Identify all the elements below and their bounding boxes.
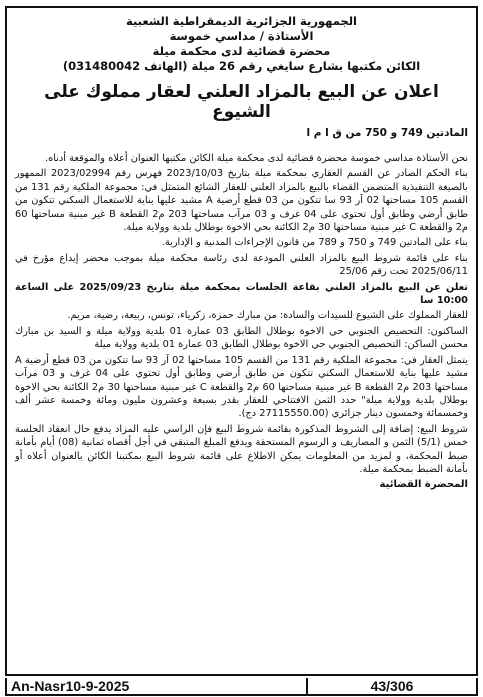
notice-articles: المادتين 749 و 750 من ق ا م ا [306, 127, 468, 139]
notice-body [15, 152, 468, 492]
paragraph-property: يتمثل العقار في: مجموعة الملكية رقم 131 من القسم 105 مساحتها 02 آر 93 سا تتكون من 03 قطع أرضية A مشيد عليها بناية للاستعمال السكني تتكون من طابق أرضي وطابق أول تحتوي على 04 غرف و 03 مرآب مساحتها 203 م2 القطعة B غير مبنية مساحتها 60 م2 والقطعة C غير مبنية مساحتها 30 م2 الكائنة بحي الاخوة بوطلال بلدية وولاية ميلة" حدد الثمن الافتتاحي للعقار بقدر بسبعة وعشرون مليون ومائة وخمسة عشر ألف وخمسمائة وخمسون دينار جزائري (27115550.00 دج). [15, 354, 469, 420]
signature: المحضرة القضائية [379, 479, 468, 491]
paragraph-conditions: شروط البيع: إضافة إلى الشروط المذكورة بقائمة شروط البيع فإن الراسي عليه المزاد يدفع حال انعقاد الجلسة خمس (5/1) الثمن و المصاريف و الرسوم المستحقة ويدفع المبلغ المتبقي في أجل أقصاه ثمانية (08) أيام بأمانة ضبط المحكمة، و لمزيد من المعلومات يمكن الاطلاع على قائمة شروط البيع بمكتبنا الكائن بالعنوان أعلاه أو بأمانة الضبط بمحكمة ميلة. [15, 423, 468, 475]
footer-bar [5, 678, 478, 696]
paragraph-legal-basis: بناء على المادتين 749 و 750 و 789 من قانون الإجراءات المدنية و الإدارية. [161, 237, 468, 249]
header-address: الكائن مكتبها بشارع سايغي رقم 26 ميلة (الهاتف 031480042) [62, 59, 421, 73]
footer-reference: 43/306 [306, 678, 476, 694]
paragraph-intro: نحن الأستاذة مداسي خموسة محضرة قضائية لدى محكمة ميلة الكائن مكتبها العنوان أعلاه والموقعة أدناه. [44, 153, 468, 164]
legal-notice [5, 6, 478, 676]
paragraph-deposit: بناء على قائمة شروط البيع بالمزاد العلني المودعة لدى رئاسة محكمة ميلة بموجب محضر إيداع مؤرخ في 2025/06/11 تحت رقم 25/06 [15, 252, 468, 278]
footer-newspaper: An-Nasr10-9-2025 [11, 678, 130, 694]
paragraph-residence: الساكنون: التحصيص الجنوبي حي الاخوة بوطلال الطابق 03 عمارة 01 بلدية وولاية ميلة و السيد بن مبارك محسن الساكن: التحصيص الجنوبي حي الاخوة بوطلال الطابق 03 عمارة 01 بلدية وولاية ميلة [15, 325, 468, 351]
notice-title: اعلان عن البيع بالمزاد العلني لعقار مملوك على الشيوع [44, 82, 439, 122]
header-bailiff-name: الأستاذة / مداسي خموسة [169, 29, 314, 43]
paragraph-auction-date: تعلن عن البيع بالمزاد العلني بقاعة الجلسات بمحكمة ميلة بتاريخ 2025/09/23 على الساعة 10:00 سا [15, 281, 468, 307]
notice-header [15, 14, 468, 74]
paragraph-judgment: بناء الحكم الصادر عن القسم العقاري بمحكمة ميلة بتاريخ 2023/10/03 فهرس رقم 2023/02994 الممهور بالصيغة التنفيذية المتضمن القضاء بالبيع بالمزاد العلني للعقار الشائع المتمثل في: مجموعة الملكية رقم 131 من القسم 105 مساحتها 02 آر 93 سا تتكون من 03 قطع أرضية A مشيد عليها بناية للاستعمال السكني تتكون من طابق أرضي وطابق أول تحتوي على 04 غرف و 03 مرآب مساحتها 203 م2 القطعة B غير مبنية مساحتها 60 م2 والقطعة C غير مبنية مساحتها 30 م2 الكائنة بحي الاخوة بوطلال بلدية وولاية ميلة. [15, 168, 469, 234]
header-republic: الجمهورية الجزائرية الديمقراطية الشعبية [125, 14, 357, 28]
header-court: محضرة قضائية لدى محكمة ميلة [152, 44, 331, 58]
paragraph-owners: للعقار المملوك على الشيوع للسيدات والسادة: من مبارك حمزة، زكرياء، تونس، ربيعة، رضية، مريم. [67, 310, 468, 322]
